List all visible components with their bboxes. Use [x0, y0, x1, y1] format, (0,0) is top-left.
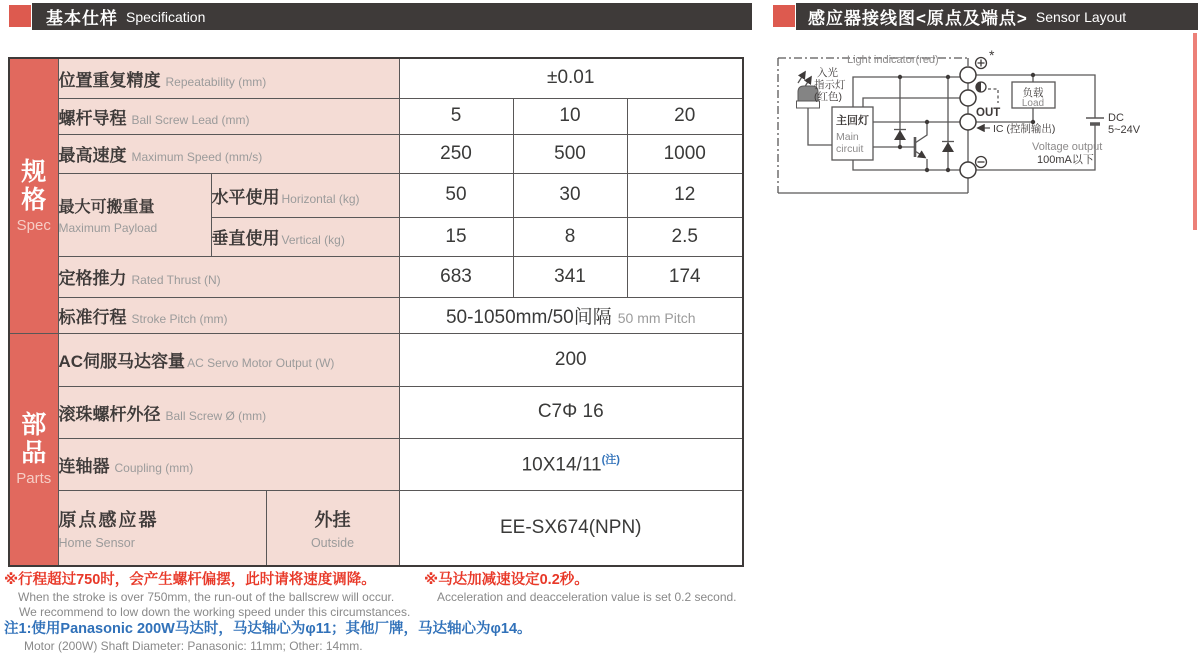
value-lead-2: 10 — [513, 98, 627, 134]
note-stroke-warning — [4, 571, 410, 620]
left-header-title-zh: 基本仕样 — [46, 9, 118, 28]
label-horizontal: 水平使用 Horizontal (kg) — [211, 173, 399, 217]
value-thrust-2: 341 — [513, 256, 627, 297]
load-zh-label: 负载 — [1022, 87, 1044, 99]
diagram-incoming-light-label: 入光 — [817, 67, 838, 79]
diagram-red-color-label: (红色) — [814, 91, 842, 103]
right-header-title-en: Sensor Layout — [1035, 8, 1127, 25]
table-row — [9, 297, 743, 333]
out-label: OUT — [976, 107, 1001, 119]
value-lead-1: 5 — [399, 98, 513, 134]
label-vertical: 垂直使用 Vertical (kg) — [211, 217, 399, 256]
plus-symbol-cross — [978, 60, 985, 67]
note-stroke-warning-en2: We recommend to low down the working speed under this circumstances. — [19, 605, 411, 619]
wire-led-to-main — [808, 108, 832, 145]
diagram-light-indicator-label: Light indicator(red) — [847, 54, 939, 66]
value-stroke: 50-1050mm/50间隔 50 mm Pitch — [399, 297, 743, 333]
label-ball-screw-dia: 滚珠螺杆外径 Ball Screw Ø (mm) — [58, 386, 399, 438]
label-max-payload: 最大可搬重量 Maximum Payload — [58, 173, 211, 256]
value-speed-3: 1000 — [627, 134, 743, 173]
value-home-sensor: EE-SX674(NPN) — [399, 490, 743, 566]
note-motor-shaft-en: Motor (200W) Shaft Diameter: Panasonic: 11mm; Other: 14mm. — [24, 639, 363, 653]
ic-output-label: IC (控制输出) — [993, 123, 1056, 135]
table-row — [9, 173, 743, 217]
note-stroke-warning-en1: When the stroke is over 750mm, the run-out of the ballscrew will occur. — [18, 590, 395, 604]
transistor-emitter — [915, 151, 925, 158]
main-circuit-zh-label: 主回灯 — [836, 115, 869, 127]
spec-table — [8, 57, 744, 567]
coupling-note-ref: (注) — [601, 454, 620, 467]
asterisk-label: * — [989, 47, 995, 63]
table-row — [9, 386, 743, 438]
value-vertical-2: 8 — [513, 217, 627, 256]
right-header-accent-square — [773, 5, 795, 27]
terminal-out — [960, 114, 976, 130]
section-header-spec — [9, 58, 58, 333]
value-coupling: 10X14/11$^{(注)}$ — [399, 438, 743, 490]
value-horizontal-1: 50 — [399, 173, 513, 217]
value-ball-screw-dia: C7Φ 16 — [399, 386, 743, 438]
table-row — [9, 134, 743, 173]
label-stroke-pitch: 标准行程 Stroke Pitch (mm) — [58, 297, 399, 333]
left-header-title-en: Specification — [126, 8, 206, 25]
value-vertical-1: 15 — [399, 217, 513, 256]
table-row — [9, 333, 743, 386]
value-speed-2: 500 — [513, 134, 627, 173]
table-row — [9, 98, 743, 134]
load-en-label: Load — [1021, 98, 1045, 109]
voltage-output-label: Voltage output — [1032, 141, 1103, 153]
label-home-sensor: 原点感应器 Home Sensor — [58, 490, 266, 566]
label-rated-thrust: 定格推力 Rated Thrust (N) — [58, 256, 399, 297]
note-acceleration — [424, 571, 737, 605]
table-row — [9, 438, 743, 490]
dc-voltage-label: 5~24V — [1108, 124, 1141, 136]
wire-ground — [853, 160, 960, 170]
diagram-indicator-lamp-label: 指示灯 — [814, 79, 846, 91]
main-circuit-en1-label: Main — [836, 131, 859, 143]
value-servo-output: 200 — [399, 333, 743, 386]
table-row — [9, 58, 743, 98]
note-acceleration-zh: ※马达加减速设定0.2秒。 — [424, 572, 589, 588]
label-max-speed: 最高速度 Maximum Speed (mm/s) — [58, 134, 399, 173]
right-header-title-zh: 感应器接线图<原点及端点> — [808, 9, 1028, 28]
note-motor-shaft-zh: 注1:使用Panasonic 200W马达时，马达轴心为φ11；其他厂牌，马达轴心为φ14。 — [4, 621, 532, 637]
section-spec-en: Spec — [16, 216, 51, 234]
sensor-wiring-diagram — [770, 45, 1200, 235]
left-header-bar — [32, 3, 752, 30]
unused-terminal-stub — [988, 89, 998, 103]
table-row — [9, 256, 743, 297]
section-header-parts — [9, 333, 58, 566]
label-outside: 外挂 Outside — [266, 490, 399, 566]
zener2-triangle — [942, 142, 954, 152]
value-repeatability: ±0.01 — [399, 58, 743, 98]
terminal-light — [960, 90, 976, 106]
wire-to-plus-terminal — [853, 77, 960, 107]
zener1-triangle — [894, 130, 906, 140]
note-stroke-warning-zh: ※行程超过750时，会产生螺杆偏摆，此时请将速度调降。 — [4, 572, 376, 588]
wire-to-l-terminal — [863, 98, 960, 107]
terminal-plus — [960, 67, 976, 83]
current-limit-label: 100mA以下 — [1037, 154, 1094, 166]
value-horizontal-2: 30 — [513, 173, 627, 217]
label-coupling: 连轴器 Coupling (mm) — [58, 438, 399, 490]
section-parts-en: Parts — [16, 470, 52, 488]
section-parts-zh: 部品 — [21, 411, 47, 468]
note-acceleration-en: Acceleration and deacceleration value is set 0.2 second. — [437, 590, 737, 604]
value-lead-3: 20 — [627, 98, 743, 134]
label-ball-screw-lead: 螺杆导程 Ball Screw Lead (mm) — [58, 98, 399, 134]
main-circuit-en2-label: circuit — [836, 143, 864, 155]
terminal-minus — [960, 162, 976, 178]
left-header-accent-square — [9, 5, 31, 27]
dc-label: DC — [1108, 112, 1124, 124]
table-row — [9, 490, 743, 566]
light-ray-icon — [798, 72, 805, 83]
value-speed-1: 250 — [399, 134, 513, 173]
label-servo-output: AC伺服马达容量 AC Servo Motor Output (W) — [58, 333, 399, 386]
note-motor-shaft — [4, 620, 532, 654]
value-thrust-1: 683 — [399, 256, 513, 297]
value-thrust-3: 174 — [627, 256, 743, 297]
section-spec-zh: 规格 — [21, 157, 47, 214]
transistor-collector — [915, 122, 927, 143]
label-repeatability: 位置重复精度 Repeatability (mm) — [58, 58, 399, 98]
value-horizontal-3: 12 — [627, 173, 743, 217]
value-vertical-3: 2.5 — [627, 217, 743, 256]
right-header-bar — [796, 3, 1198, 30]
